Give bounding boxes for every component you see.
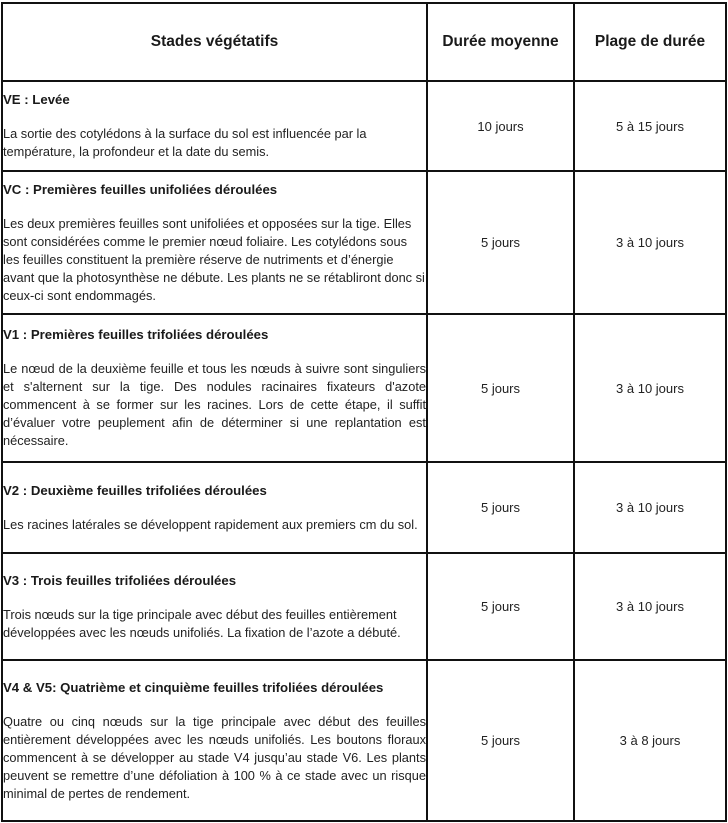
header-row (2, 3, 726, 81)
header-duration-range: Plage de durée (574, 3, 726, 81)
stage-description: Les racines latérales se développent rapidement aux premiers cm du sol. (3, 516, 418, 532)
table-header (2, 3, 726, 81)
duration-range-cell: 3 à 10 jours (574, 171, 726, 314)
stage-title: V2 : Deuxième feuilles trifoliées déroulées (3, 482, 267, 498)
stage-title: V4 & V5: Quatrième et cinquième feuilles trifoliées déroulées (3, 679, 384, 695)
avg-duration-cell: 10 jours (427, 81, 574, 171)
table-row (2, 660, 726, 821)
stage-description: Le nœud de la deuxième feuille et tous les nœuds à suivre sont singuliers et s'alternent sur la tige. Des nodules racinaires fixateurs d'azote commencent à se former sur les racines. Lors de cette étape, il suffit d’évaluer votre peuplement afin de déterminer si une replantation est nécessaire. (3, 361, 426, 448)
header-stage: Stades végétatifs (2, 3, 427, 81)
duration-range-cell: 3 à 8 jours (574, 660, 726, 821)
avg-duration-cell: 5 jours (427, 314, 574, 462)
stage-title: V1 : Premières feuilles trifoliées déroulées (3, 327, 269, 342)
table-row (2, 171, 726, 314)
vegetative-stages-table (1, 2, 727, 822)
table-body (2, 81, 726, 821)
table-row (2, 553, 726, 660)
stage-cell (2, 171, 427, 314)
stage-description: La sortie des cotylédons à la surface du sol est influencée par la température, la profondeur et la date du semis. (3, 126, 367, 159)
stage-title: VC : Premières feuilles unifoliées déroulées (3, 181, 278, 197)
table-row (2, 462, 726, 553)
stage-cell (2, 462, 427, 553)
stage-cell (2, 553, 427, 660)
stage-cell (2, 314, 427, 462)
stage-description: Trois nœuds sur la tige principale avec début des feuilles entièrement développées avec les nœuds unifoliés. La fixation de l’azote a débuté. (3, 606, 401, 640)
stage-cell (2, 81, 427, 171)
table-row (2, 314, 726, 462)
stage-title: V3 : Trois feuilles trifoliées déroulées (3, 572, 237, 588)
stage-description: Quatre ou cinq nœuds sur la tige principale avec début des feuilles entièrement développées avec les nœuds unifoliés. Les boutons floraux commencent à se développer au stade V4 jusqu’au stade V6. Les plants peuvent se remettre d’une défoliation à 100 % à ce stade avec un risque minimal de pertes de rendement. (3, 713, 426, 801)
stage-description: Les deux premières feuilles sont unifoliées et opposées sur la tige. Elles sont considérées comme le premier nœud foliaire. Les cotylédons sous les feuilles constituent la première réserve de nutriments et d’énergie avant que la photosynthèse ne débute. Les plants ne se rétabliront donc si ceux-ci sont endommagés. (3, 215, 425, 303)
duration-range-cell: 3 à 10 jours (574, 314, 726, 462)
duration-range-cell: 3 à 10 jours (574, 462, 726, 553)
duration-range-cell: 5 à 15 jours (574, 81, 726, 171)
avg-duration-cell: 5 jours (427, 462, 574, 553)
avg-duration-cell: 5 jours (427, 553, 574, 660)
stage-title: VE : Levée (3, 92, 70, 107)
header-avg-duration: Durée moyenne (427, 3, 574, 81)
avg-duration-cell: 5 jours (427, 171, 574, 314)
table-row (2, 81, 726, 171)
avg-duration-cell: 5 jours (427, 660, 574, 821)
duration-range-cell: 3 à 10 jours (574, 553, 726, 660)
stage-cell (2, 660, 427, 821)
